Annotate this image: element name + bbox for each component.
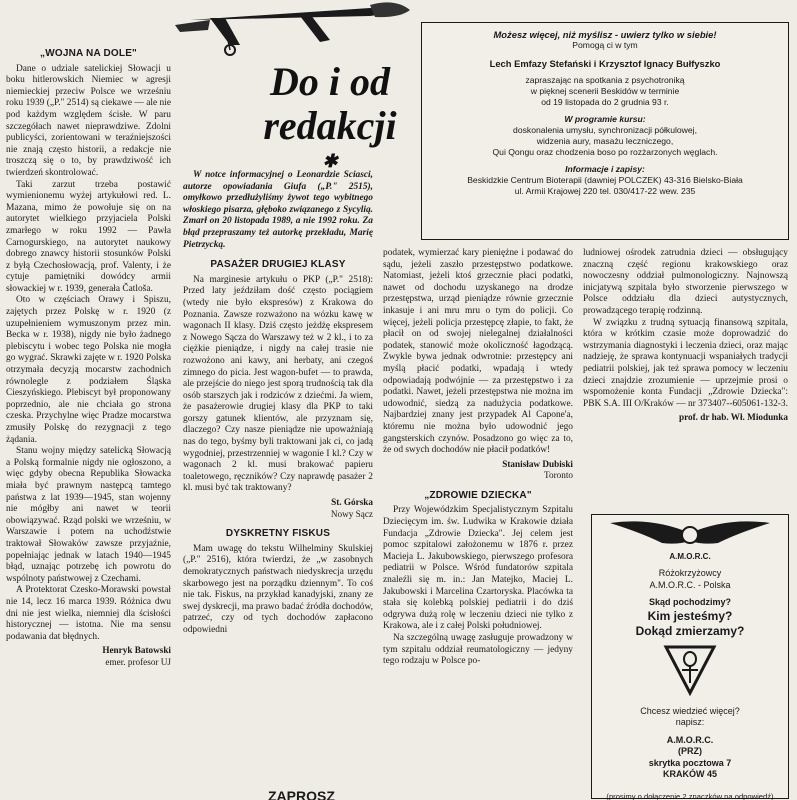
- col1-paragraph: Oto w częściach Orawy i Spiszu, zajętych przez Polskę w r. 1920 (z uzupełnieniem wymuszonym przez min. Becka w r. 1938), nigdy nie było żadnego plebiscytu i wobec tego Polska nie mogła go wygrać. Skrawki zajęte w r. 1920 Polska otrzymała decyzją mocarstw zachodnich równolegle z podziałem Śląska Cieszyńskiego. Plebiscyt był proponowany poprzednio, ale nie chciała go strona czeska. Przychylne więc Pradze mocarstwa zmusiły Polskę do rezygnacji z tego żądania.: [6, 295, 171, 445]
- col1-paragraph: Taki zarzut trzeba postawić wymienionemu wyżej artykułowi red. L. Mazana, mimo że powołuje się on na autorytet wielkiego przyjaciela Polski zmarłego w roku 1992 — Pawła Carnogurskiego, na autorytet naukowy dobrego znawcy historii stosunków Polski z byłą Czechosłowacją, prof. Valenty, i że cytuje pamiętniki dowódcy armii słowackiej w r. 1939, generała Čatloša.: [6, 179, 171, 294]
- ad1-info: ul. Armii Krajowej 220 tel. 030/417-22 wew. 235: [514, 186, 696, 196]
- col1-paragraph: Stanu wojny między satelicką Słowacją a Polską formalnie nigdy nie ogłoszono, a więc gdyby obecna Republika Słowacka miała być prawnym następcą tamtego państwa z lat 1939—1945, stan wojenny nie mógłby ani nawet w teorii obowiązywać. Rząd polski we wrześniu, w Warszawie i potem na uchodźstwie traktował Słowaków zawsze przyjaźnie, popełniając jednak w latach 1940—1945 błąd, uznając potrzebę ich powrotu do wspólnoty państwowej z Czechami.: [6, 446, 171, 584]
- ad1-program-label: W programie kursu:: [564, 114, 646, 124]
- ad1-program: Qui Qongu oraz chodzenia boso po rozżarzonych węglach.: [492, 147, 718, 157]
- amorc-ad: [591, 514, 789, 799]
- section-title-line1: Do i od: [270, 59, 390, 104]
- ad2-org: A.M.O.R.C.: [666, 734, 714, 745]
- amorc-logo-text: A.M.O.R.C.: [669, 552, 711, 561]
- col2-signature-place: Nowy Sącz: [330, 508, 373, 519]
- col1-paragraph: A Protektorat Czesko-Morawski powstał nie 14, lecz 16 marca 1939. Różnica dwu dni nie jest wielka, niemniej dla ścisłości historycznej — istotna. Nie ma sensu podawania dat błędnych.: [6, 585, 171, 642]
- col2-intro: W notce informacyjnej o Leonardzie Sciasci, autorze opowiadania Giufa („P." 2515), omyłkowo przedłużyliśmy żywot tego wybitnego włoskiego pisarza, głęboko związanego z Sycylią. Zmarł on 20 listopada 1989, a nie 1992 roku. Za błąd przepraszamy też autorkę przekładu, Marię Pietrzycką.: [183, 170, 373, 250]
- article-heading-wojna: „WOJNA NA DOLE": [40, 48, 137, 59]
- section-title-line2: redakcji: [263, 103, 397, 148]
- column-3: [383, 248, 573, 668]
- col4-paragraph: W związku z trudną sytuacją finansową szpitala, która w krótkim czasie może doprowadzić do wstrzymania diagnostyki i leczenia dzieci, oraz mając nadzieję, że sprawa kontynuacji wspaniałych tradycji pediatrii polskiej, jak też sprawa pomocy w leczeniu dzieci znajdzie zrozumienie — uprzejmie prosi o wspomożenie konta Fundacji „Zdrowie Dziecka": PBK S.A. III O/Kraków — nr 373407--605061-132-3.: [583, 317, 788, 409]
- article-heading-fiskus: DYSKRETNY FISKUS: [225, 528, 331, 540]
- column-2: [183, 170, 373, 637]
- ad2-box: skrytka pocztowa 7: [648, 757, 732, 768]
- section-title: [255, 60, 405, 172]
- ad1-names: Lech Emfazy Stefański i Krzysztof Ignacy Bułfyszko: [489, 58, 721, 69]
- col1-signature-title: emer. profesor UJ: [105, 656, 171, 667]
- ad1-line: zapraszając na spotkania z psychotroniką: [525, 75, 685, 85]
- column-4: [583, 248, 788, 424]
- psychotronics-ad: [421, 22, 789, 240]
- ad2-note: (prosimy o dołączenie 2 znaczków na odpowiedź): [606, 791, 774, 800]
- ad2-city: KRAKÓW 45: [662, 769, 717, 779]
- ad1-help: Pomogą ci w tym: [572, 40, 638, 50]
- article-heading-zdrowie: „ZDROWIE DZIECKA": [424, 489, 532, 501]
- col3-paragraph: Przy Wojewódzkim Specjalistycznym Szpitalu Dziecięcym im. św. Ludwika w Krakowie działa Fundacja „Zdrowie Dziecka". Jej celem jest pomoc szpitalowi założonemu w 1876 r. przez Macieja L. Jakubowskiego, pierwszego profesora pediatrii w Polsce. Wśród fundatorów szpitala znaleźli się m. in.: Jan Matejko, Maciej L. Jakubowski i Marcelina Czartoryska. Placówka ta stała się kolebką polskiej pediatrii i do dziś odgrywa dużą rolę w leczeniu dzieci nie tylko z Krakowa, ale i z całej Polski południowej.: [383, 505, 573, 632]
- ad1-headline: Możesz więcej, niż myślisz - uwierz tylko w siebie!: [493, 29, 717, 40]
- col1-paragraph: Dane o udziale satelickiej Słowacji u boku hitlerowskich Niemiec w agresji niemieckiej przeciw Polsce we wrześniu roku 1939 („P." 2514) są ciekawe — ale nie pod każdym względem ścisłe. W paru szczegółach nawet nieprawdziwe. Zdolni publicyści, zorientowani w teraźniejszości nie znają często historii, a redakcje nie troszczą się o to, by prawdziwość ich twierdzeń skontrolować.: [6, 63, 171, 178]
- cut-off-heading: ZAPROSZ: [268, 788, 335, 800]
- ad1-info: Beskidzkie Centrum Bioterapii (dawniej POLCZEK) 43-316 Bielsko-Biała: [467, 175, 743, 185]
- col2-paragraph: Mam uwagę do tekstu Wilhelminy Skulskiej („P." 2516), która twierdzi, że „w zasobnych demokratycznych państwach niedyskrecja urzędu skarbowego jest na porządku dziennym". To coś nie tak. Fiskus, na przykład kanadyjski, znany ze swej dyskrecji, ma prawo badać źródła dochodów, patrzeć, czy od tych dochodów zapłacono odpowiedni: [183, 543, 373, 635]
- ad1-program: widzenia aury, masażu leczniczego,: [536, 136, 674, 146]
- col4-signature: prof. dr hab. Wł. Miodunka: [678, 412, 788, 423]
- ad1-info-label: Informacje i zapisy:: [565, 164, 645, 174]
- ad2-line: A.M.O.R.C. - Polska: [649, 579, 731, 590]
- col3-paragraph: Na szczególną uwagę zasługuje prowadzony w tym szpitalu oddział reumatologiczny — jedyny tego rodzaju w Polsce po-: [383, 633, 573, 667]
- ad2-question: Dokąd zmierzamy?: [635, 623, 745, 638]
- ankh-triangle-icon: [592, 639, 788, 701]
- ad2-question: Skąd pochodzimy?: [648, 597, 731, 607]
- ad2-ask: Chcesz wiedzieć więcej?: [640, 705, 740, 716]
- ad2-prz: (PRZ): [678, 746, 702, 756]
- col3-paragraph: podatek, wymierzać kary pieniężne i podawać do sądu, jeżeli zaszło przestępstwo podatkowe. Natomiast, jeżeli ktoś grzecznie płaci podatki, nawet od dochodu uzyskanego na drodze przestępstwa, urząd pieniądze równie grzecznie inkasuje i ani mru mru o tym do policji. Co więcej, jeżeli policja przestępcę złapie, to fakt, że płacił on od swojej nielegalnej działalności podatek, stanowić może okoliczność łagodzącą. Zwykle bywa jednak odwrotnie: przestępcy ani myślą płacić podatki, wpadają i wtedy odpowiadają podwójnie — za przestępstwo i za podatki. Nawet, jeżeli przestępstwa nie można im udowodnić, siedzą za nadużycia podatkowe. Najbardziej znany jest przypadek Al Capone'a, któremu nie można było udowodnić jego gangsterskich czynów. Posadzono go więc za to, że od swych dochodów nie płacił podatków!: [383, 248, 573, 456]
- col3-signature: Stanisław Dubiski: [502, 458, 573, 469]
- airplane-illustration: [170, 0, 420, 60]
- column-1: [6, 40, 171, 668]
- asterisk-ornament: ✱: [322, 151, 338, 171]
- col3-signature-place: Toronto: [544, 470, 573, 481]
- ad2-question: Kim jesteśmy?: [647, 608, 733, 623]
- winged-disc-logo: [592, 515, 788, 563]
- ad1-program: doskonalenia umysłu, synchronizacji półkulowej,: [513, 125, 697, 135]
- ad2-line: Różokrzyżowcy: [658, 568, 722, 578]
- article-heading-pasazer: PASAŻER DRUGIEJ KLASY: [210, 259, 346, 271]
- col2-paragraph: Na marginesie artykułu o PKP („P." 2518): Przed laty jeździłam dość często pociągiem (wtedy nie było ekspresów) z Krakowa do Poznania. Zawsze rozważono na wózku kawę w wagonach II klasy. Dziś często jeżdżę ekspresem z Nowego Sącza do Warszawy też w 2 kl., i to za ciężkie pieniądze, i nigdy na całej trasie nie rozwożono ani kawy, ani herbaty, ani czegoś zimnego do picia. Jest wagon-bufet — to prawda, ale przejście do niego jest sporą trudnością tak dla osób starszych jak i rodziców z dziećmi. Ja wiem, że pasażerowie drugiej klasy dla PKP to taki gorszy gatunek klientów, ale przyznam się, dlaczego? Czy nasze pieniądze nie upoważniają nas do tego, byśmy byli traktowani jak ci, co jadą wygodniej, przestrzenniej w wagonie I kl.? Czy w wagonach 2 kl. musi brakować papieru toaletowego, ręczników? Czy naprawdę pasażer 2 kl. musi być tak traktowany?: [183, 274, 373, 494]
- col2-signature: St. Górska: [331, 497, 373, 508]
- ad1-line: w pięknej scenerii Beskidów w terminie: [530, 86, 680, 96]
- ad1-line: od 19 listopada do 2 grudnia 93 r.: [541, 97, 669, 107]
- col4-paragraph: ludniowej ośrodek zatrudnia dzieci — obsługujący znaczną część regionu krakowskiego oraz nowoczesny oddział pulmonologiczny. Najnowszą inicjatywą szpitala było stworzenie pierwszego w Polsce oddziału dla dzieci autystycznych, prowadzącego terapię rodzinną.: [583, 248, 788, 316]
- ad2-write: napisz:: [675, 717, 705, 727]
- col1-signature: Henryk Batowski: [102, 645, 171, 656]
